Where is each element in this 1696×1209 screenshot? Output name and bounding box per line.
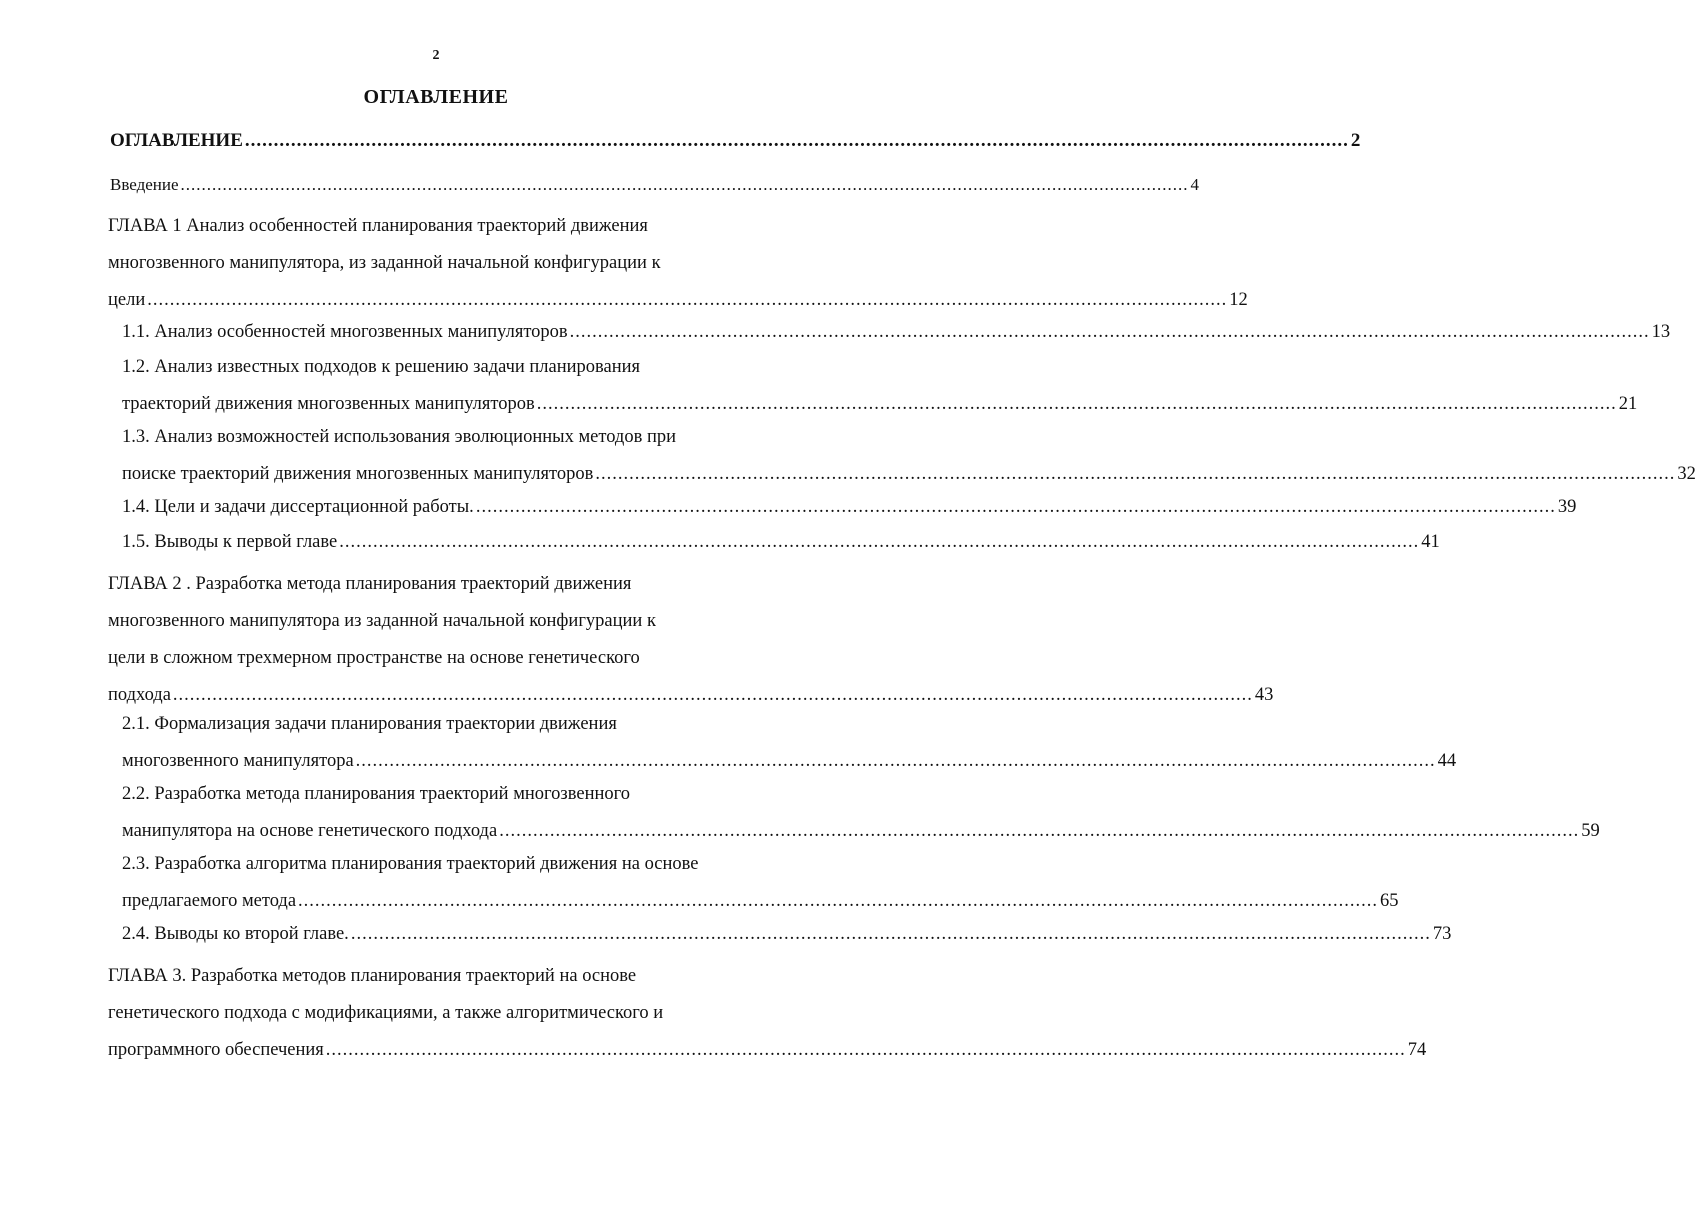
- dot-leader: ................................................................................................................................................................................................: [298, 891, 1379, 911]
- toc-entry-text: генетического подхода с модификациями, а также алгоритмического и: [108, 1003, 664, 1023]
- toc-entry-introduction[interactable]: [110, 166, 1200, 203]
- toc-entry-text: многозвенного манипулятора из заданной начальной конфигурации к: [108, 611, 656, 631]
- toc-page-number: 41: [1421, 532, 1440, 552]
- toc-page-number: 12: [1229, 290, 1248, 310]
- toc-page-number: 59: [1581, 821, 1600, 841]
- dot-leader: ................................................................................................................................................................................................: [244, 130, 1349, 151]
- toc-entry-1-3[interactable]: [122, 419, 1696, 493]
- toc-entry-text: 2.3. Разработка алгоритма планирования траекторий движения на основе: [122, 854, 699, 874]
- toc-entry-chapter-2[interactable]: [108, 566, 1274, 714]
- dot-leader: ................................................................................................................................................................................................: [339, 532, 1420, 552]
- toc-entry-1-5[interactable]: [122, 524, 1440, 561]
- toc-page-number: 44: [1437, 751, 1457, 771]
- toc-entry-2-4[interactable]: [122, 916, 1452, 953]
- toc-page-number: 32: [1677, 464, 1696, 484]
- toc-entry-text: поиске траекторий движения многозвенных манипуляторов: [122, 464, 594, 484]
- toc-entry-text: 2.2. Разработка метода планирования траекторий многозвенного: [122, 784, 631, 804]
- page-number: 2: [432, 48, 440, 63]
- toc-entry-text: 2.4. Выводы ко второй главе.: [122, 924, 349, 944]
- toc-entry-1-2[interactable]: [122, 349, 1638, 423]
- dot-leader: ................................................................................................................................................................................................: [325, 1040, 1406, 1060]
- toc-entry-text: 2.1. Формализация задачи планирования траектории движения: [122, 714, 617, 734]
- toc-entry-text: 1.3. Анализ возможностей использования эволюционных методов при: [122, 427, 676, 447]
- dot-leader: ................................................................................................................................................................................................: [172, 685, 1253, 705]
- toc-entry-2-1[interactable]: [122, 706, 1457, 780]
- page-title: ОГЛАВЛЕНИЕ: [363, 86, 509, 108]
- toc-entry-text: программного обеспечения: [108, 1040, 324, 1060]
- toc-page-number: 13: [1651, 322, 1671, 342]
- toc-page-number: 65: [1380, 891, 1399, 911]
- dot-leader: ................................................................................................................................................................................................: [595, 464, 1676, 484]
- toc-entry-text: цели в сложном трехмерном пространстве на основе генетического: [108, 648, 640, 668]
- toc-entry-text: 1.1. Анализ особенностей многозвенных манипуляторов: [122, 322, 568, 342]
- toc-entry-1-4[interactable]: [122, 489, 1577, 526]
- toc-entry-chapter-1[interactable]: [108, 208, 1248, 319]
- toc-page-number: 39: [1557, 497, 1577, 517]
- toc-entry-text: ГЛАВА 3. Разработка методов планирования траекторий на основе: [108, 966, 637, 986]
- toc-entry-1-1[interactable]: [122, 314, 1671, 351]
- toc-entry-text: многозвенного манипулятора, из заданной начальной конфигурации к: [108, 253, 661, 273]
- toc-entry-chapter-3[interactable]: [108, 958, 1427, 1069]
- toc-entry-text: ОГЛАВЛЕНИЕ: [110, 130, 243, 151]
- toc-entry-text: цели: [108, 290, 146, 310]
- toc-entry-text: предлагаемого метода: [122, 891, 297, 911]
- toc-page-number: 4: [1190, 175, 1200, 194]
- dot-leader: ................................................................................................................................................................................................: [350, 924, 1431, 944]
- toc-entry-text: подхода: [108, 685, 171, 705]
- toc-page-number: 21: [1618, 394, 1638, 414]
- toc-entry-2-3[interactable]: [122, 846, 1399, 920]
- toc-entry-text: 1.2. Анализ известных подходов к решению задачи планирования: [122, 357, 641, 377]
- toc-page-number: 2: [1350, 130, 1361, 151]
- toc-page-number: 74: [1407, 1040, 1427, 1060]
- toc-entry-text: манипулятора на основе генетического подхода: [122, 821, 498, 841]
- toc-entry-2-2[interactable]: [122, 776, 1600, 850]
- toc-entry-text: многозвенного манипулятора: [122, 751, 354, 771]
- dot-leader: ................................................................................................................................................................................................: [180, 175, 1189, 194]
- dot-leader: ................................................................................................................................................................................................: [536, 394, 1617, 414]
- toc-page-number: 43: [1254, 685, 1274, 705]
- dot-leader: ................................................................................................................................................................................................: [475, 497, 1556, 517]
- dot-leader: ................................................................................................................................................................................................: [499, 821, 1580, 841]
- toc-entry-text: ГЛАВА 2 . Разработка метода планирования траекторий движения: [108, 574, 632, 594]
- toc-page-number: 73: [1432, 924, 1452, 944]
- toc-entry-text: Введение: [110, 175, 179, 194]
- toc-entry-contents[interactable]: [110, 122, 1361, 159]
- toc-entry-text: 1.4. Цели и задачи диссертационной работы.: [122, 497, 474, 517]
- toc-entry-text: ГЛАВА 1 Анализ особенностей планирования траекторий движения: [108, 216, 648, 236]
- dot-leader: ................................................................................................................................................................................................: [355, 751, 1436, 771]
- toc-entry-text: 1.5. Выводы к первой главе: [122, 532, 338, 552]
- dot-leader: ................................................................................................................................................................................................: [569, 322, 1650, 342]
- dot-leader: ................................................................................................................................................................................................: [147, 290, 1228, 310]
- toc-entry-text: траекторий движения многозвенных манипуляторов: [122, 394, 535, 414]
